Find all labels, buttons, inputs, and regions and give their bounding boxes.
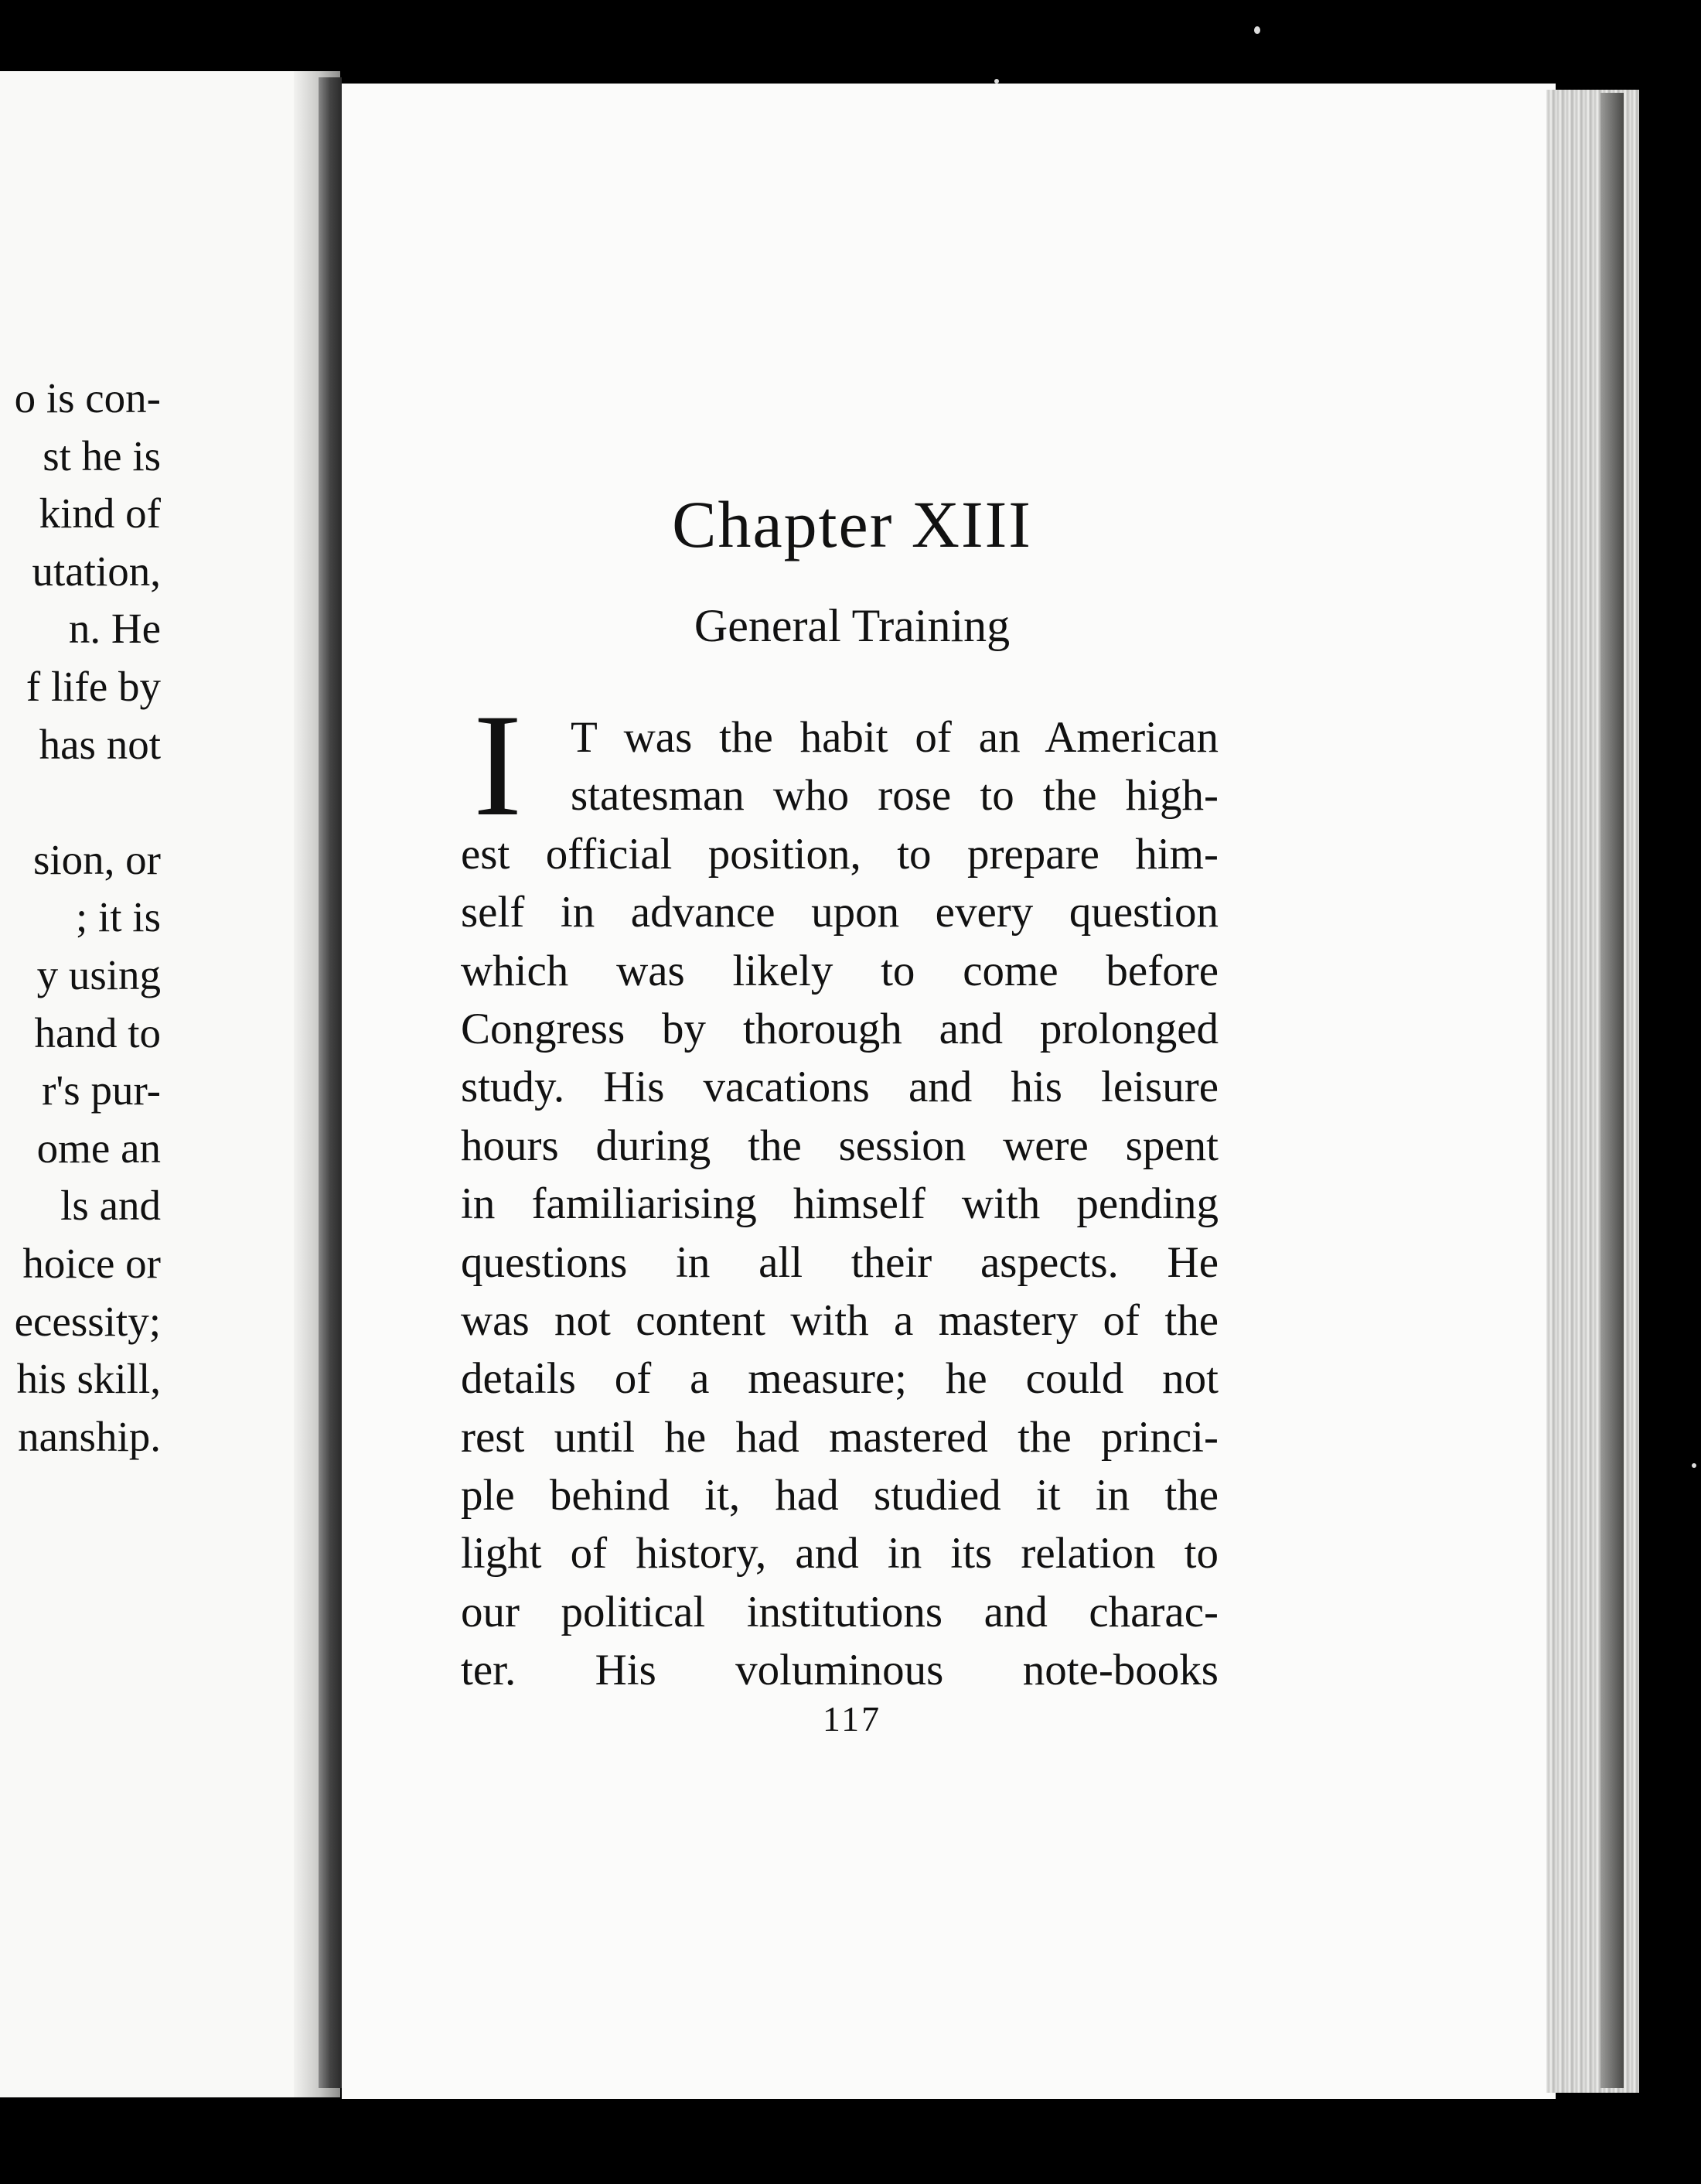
book-cover-edge [1600,93,1624,2088]
text-line: ple behind it, had studied it in the [461,1471,1219,1520]
text-line: est official position, to prepare him- [461,829,1219,879]
drop-cap: I [473,684,523,847]
left-line-gap [0,773,161,831]
text-line: rest until he had mastered the princi- [461,1412,1219,1462]
text-line: hours during the session were spent [461,1121,1219,1170]
left-line: y using [36,950,161,998]
left-line: hoice or [22,1239,161,1287]
left-line: r's pur- [42,1066,161,1114]
text-line: ter. His voluminous note-books [461,1646,1219,1695]
left-line: ecessity; [14,1297,161,1345]
left-line: kind of [39,490,161,537]
text-line: self in advance upon every question [461,888,1219,937]
left-line: f life by [26,662,161,710]
text-line: Congress by thorough and prolonged [461,1004,1219,1053]
left-line: ls and [60,1182,161,1230]
text-line: our political institutions and charac- [461,1587,1219,1636]
text-line: which was likely to come before [461,946,1219,995]
left-line: st he is [43,432,161,479]
chapter-title: Chapter XIII [672,487,1032,561]
page-number: 117 [822,1699,882,1739]
chapter-subtitle: General Training [694,600,1011,651]
text-line: statesman who rose to the high- [571,771,1219,821]
book-gutter [319,77,342,2088]
text-line: questions in all their aspects. He [461,1237,1219,1287]
scan-speck [1692,1463,1696,1468]
left-line: has not [39,720,161,768]
text-line: light of history, and in its relation to [461,1529,1219,1578]
left-line: n. He [68,605,161,653]
left-line: utation, [32,547,161,595]
left-line: nanship. [18,1412,161,1460]
left-page-text [0,370,161,1466]
text-line: was not content with a mastery of the [461,1295,1219,1345]
text-line: study. His vacations and his leisure [461,1063,1219,1112]
scan-speck [1254,26,1260,34]
text-line: T was the habit of an American [571,713,1219,762]
left-line: ; it is [75,893,161,941]
left-line: ome an [36,1124,161,1172]
left-line: o is con- [14,374,161,421]
scan-speck [994,79,999,84]
text-line: in familiarising himself with pending [461,1179,1219,1229]
text-line: details of a measure; he could not [461,1354,1219,1404]
left-line: hand to [34,1008,161,1056]
left-line: his skill, [16,1355,161,1403]
page-edges [1546,90,1639,2093]
left-line: sion, or [33,835,161,883]
chapter-body-text [461,708,1219,1700]
